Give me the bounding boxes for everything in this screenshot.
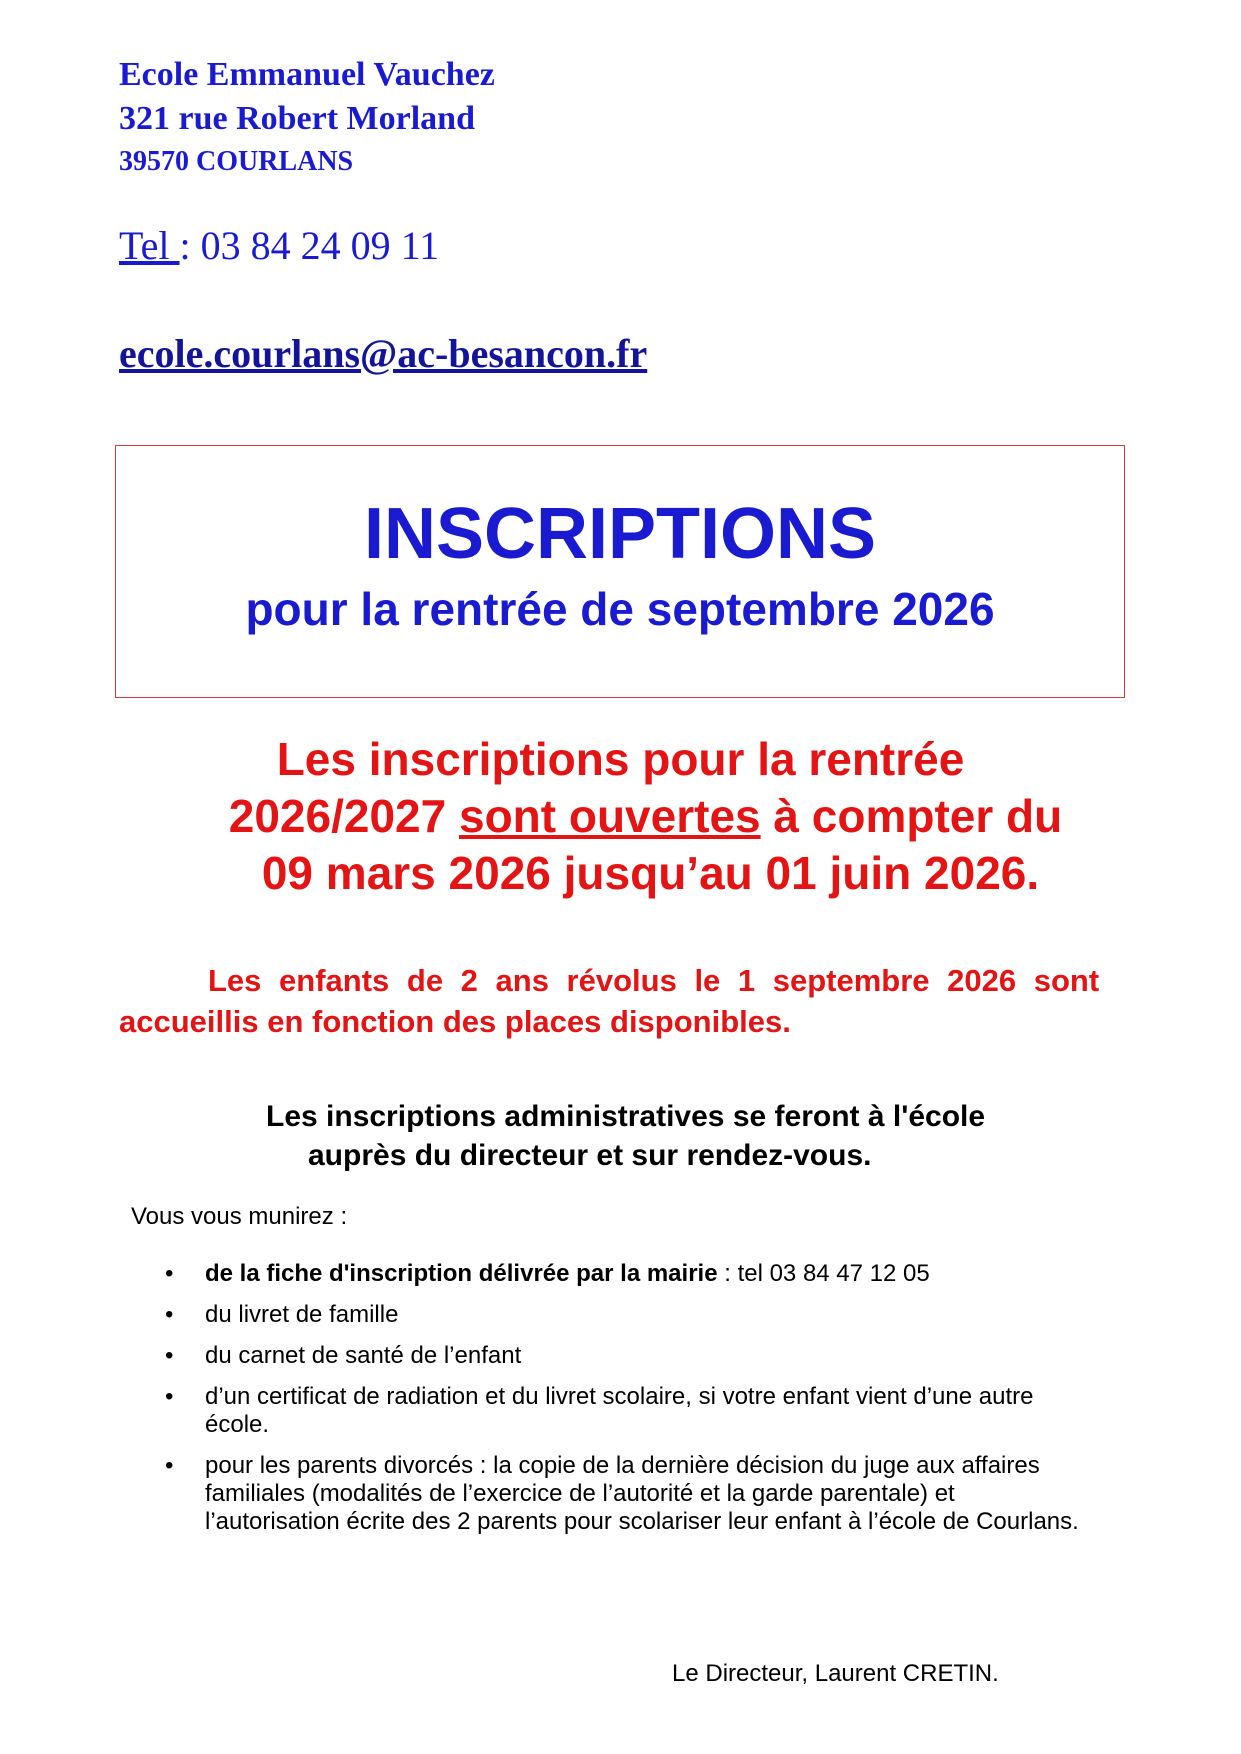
phone-number: 03 84 24 09 11	[200, 223, 440, 268]
phone-separator: :	[179, 223, 201, 268]
list-item-text: du carnet de santé de l’enfant	[205, 1342, 522, 1369]
announcement-line-3: 09 mars 2026 jusqu’au 01 juin 2026.	[261, 847, 1040, 899]
children-note-line-2: accueillis en fonction des places disponibles.	[119, 1004, 791, 1039]
list-item-text: pour les parents divorcés : la copie de la dernière décision du juge aux affaires	[205, 1452, 1040, 1479]
list-item-text: l’autorisation écrite des 2 parents pour scolariser leur enfant à l’école de Courlans.	[205, 1508, 1079, 1535]
announcement-line-1: Les inscriptions pour la rentrée	[276, 733, 965, 785]
list-item-text: d’un certificat de radiation et du livret scolaire, si votre enfant vient d’une autre	[205, 1383, 1034, 1410]
list-item	[165, 1342, 1165, 1370]
list-item	[165, 1301, 1165, 1329]
announcement-line-2	[25, 789, 1241, 843]
requirements-list	[165, 1260, 1165, 1549]
school-street: 321 rue Robert Morland	[119, 100, 476, 137]
list-item-text: du livret de famille	[205, 1301, 399, 1328]
announcement-from: à compter du	[760, 790, 1063, 842]
list-item-bold: de la fiche d'inscription délivrée par la mairie	[205, 1260, 718, 1287]
phone-label: Tel	[119, 223, 180, 268]
bullet-icon: •	[165, 1260, 174, 1287]
title-main: INSCRIPTIONS	[363, 494, 877, 574]
requirements-intro: Vous vous munirez :	[131, 1203, 348, 1230]
list-item	[165, 1452, 1165, 1536]
school-name: Ecole Emmanuel Vauchez	[119, 56, 495, 93]
bullet-icon: •	[165, 1342, 174, 1369]
bullet-icon: •	[165, 1301, 174, 1328]
phone-line	[119, 222, 439, 269]
signature: Le Directeur, Laurent CRETIN.	[672, 1660, 999, 1687]
children-note-line-1: Les enfants de 2 ans révolus le 1 septembre 2026 sont	[208, 963, 1100, 998]
bullet-icon: •	[165, 1383, 174, 1410]
admin-note-line-1: Les inscriptions administratives se feront à l'école	[266, 1100, 986, 1133]
bullet-icon: •	[165, 1452, 174, 1479]
title-subtitle: pour la rentrée de septembre 2026	[245, 583, 995, 635]
list-item-text: familiales (modalités de l’exercice de l’autorité et la garde parentale) et	[205, 1480, 955, 1507]
announcement-open: sont ouvertes	[458, 790, 761, 842]
list-item-text: école.	[205, 1411, 270, 1438]
school-city: 39570 COURLANS	[119, 146, 354, 177]
list-item	[165, 1383, 1165, 1439]
admin-note-line-2: auprès du directeur et sur rendez-vous.	[308, 1139, 872, 1172]
list-item	[165, 1260, 1165, 1288]
title-box	[115, 445, 1125, 698]
announcement-years: 2026/2027	[228, 790, 459, 842]
email-link[interactable]: ecole.courlans@ac-besancon.fr	[119, 331, 648, 376]
list-item-text: : tel 03 84 47 12 05	[717, 1260, 930, 1287]
